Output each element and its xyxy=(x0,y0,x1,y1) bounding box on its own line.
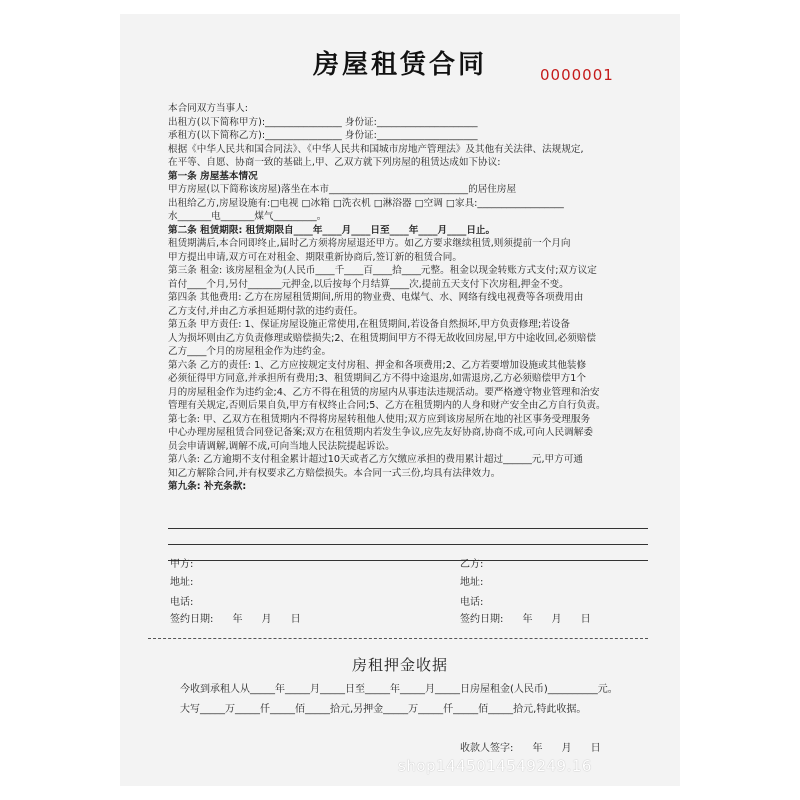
receipt-line: 大写_____万_____仟_____佰_____拾元,另押金_____万_____仟_____佰_____拾元,特此收据。 xyxy=(180,704,587,715)
party-a-label: 甲方: xyxy=(170,559,194,570)
contract-line: 根据《中华人民共和国合同法》、《中华人民共和国城市房地产管理法》及其他有关法律、法规规定, xyxy=(168,143,584,155)
contract-line: 中心办理房屋租赁合同登记备案;双方在租赁期内若发生争议,应先友好协商,协商不成,可向人民调解委 xyxy=(168,427,593,438)
contract-line: 水_______电_______煤气_________。 xyxy=(168,211,327,222)
date-b-label: 签约日期: 年 月 日 xyxy=(460,614,591,625)
phone-a-label: 电话: xyxy=(170,597,194,608)
tear-off-divider xyxy=(148,638,648,639)
supplement-blank-line xyxy=(168,544,648,545)
receipt-signer: 收款人签字: 年 月 日 xyxy=(460,743,601,754)
contract-line: 乙方支付,并由乙方承担延期付款的违约责任。 xyxy=(168,305,363,317)
contract-line: 首付____个月,另付_______元押金,以后按每个月结算____次,提前五天支付下次房租,押金不变。 xyxy=(168,278,569,290)
contract-line: 必须征得甲方同意,并承担所有费用;3、租赁期间乙方不得中途退房,如需退房,乙方必须赔偿甲方1个 xyxy=(168,373,586,384)
receipt-title: 房租押金收据 xyxy=(351,656,448,674)
serial-number: 0000001 xyxy=(540,66,614,84)
contract-line: 第四条 其他费用: 乙方在房屋租赁期间,所用的物业费、电煤气、水、网络有线电视费等各项费用由 xyxy=(168,292,584,303)
contract-line: 月的房屋租金作为违约金;4、乙方不得在租赁的房屋内从事违法违规活动。要严格遵守物业管理和治安 xyxy=(168,386,600,398)
contract-line: 第六条 乙方的责任: 1、乙方应按规定支付房租、押金和各项费用;2、乙方若要增加设施或其他装修 xyxy=(168,359,587,371)
supplement-blank-line xyxy=(168,560,648,561)
contract-line: 第五条 甲方责任: 1、保证房屋设施正常使用,在租赁期间,若设备自然损坏,甲方负责修理;若设备 xyxy=(168,319,570,330)
date-a-label: 签约日期: 年 月 日 xyxy=(170,614,301,625)
contract-line: 在平等、自愿、协商一致的基础上,甲、乙双方就下列房屋的租赁达成如下协议: xyxy=(168,157,501,168)
contract-sheet xyxy=(120,14,680,786)
contract-line: 人为损坏则由乙方负责修理或赔偿损失;2、在租赁期间甲方不得无故收回房屋,甲方中途收回,必须赔偿 xyxy=(168,332,596,344)
contract-line: 租赁期满后,本合同即终止,届时乙方须将房屋退还甲方。如乙方要求继续租赁,则须提前一个月向 xyxy=(168,238,571,249)
contract-line: 甲方房屋(以下简称该房屋)落坐在本市_____________________________的居住房屋 xyxy=(168,184,517,195)
contract-clause-heading: 第一条 房屋基本情况 xyxy=(168,170,258,182)
contract-body xyxy=(168,102,658,494)
contract-line: 出租方(以下简称甲方):________________ 身份证:_____________________ xyxy=(168,116,478,128)
contract-line: 管理有关规定,否则后果自负,甲方有权终止合同;5、乙方在租赁期内的人身和财产安全由乙方自行负责。 xyxy=(168,400,606,411)
contract-title: 房屋租赁合同 xyxy=(312,50,487,80)
contract-line: 本合同双方当事人: xyxy=(168,103,248,114)
contract-line: 甲方提出申请,双方可在对租金、期限重新协商后,签订新的租赁合同。 xyxy=(168,251,462,263)
address-a-label: 地址: xyxy=(170,577,194,588)
contract-line: 承租方(以下简称乙方):________________ 身份证:_____________________ xyxy=(168,130,478,141)
contract-clause-heading: 第二条 租赁期限: 租赁期限自____年____月____日至____年____月____日止。 xyxy=(168,224,496,236)
contract-line: 知乙方解除合同,并有权要求乙方赔偿损失。本合同一式三份,均具有法律效力。 xyxy=(168,467,501,479)
shop-watermark: shop144501454924​9.16 xyxy=(398,757,592,775)
contract-clause-heading: 第九条: 补充条款: xyxy=(168,481,247,492)
contract-line: 第三条 租金: 该房屋租金为(人民币____千____百____拾____元整。租金以现金转账方式支付;双方议定 xyxy=(168,265,597,276)
phone-b-label: 电话: xyxy=(460,597,484,608)
contract-line: 员会申请调解,调解不成,可向当地人民法院提起诉讼。 xyxy=(168,440,395,452)
contract-line: 第八条: 乙方逾期不支付租金累计超过10天或者乙方欠缴应承担的费用累计超过______元,甲方可通 xyxy=(168,454,583,465)
address-b-label: 地址: xyxy=(460,577,484,588)
party-b-label: 乙方: xyxy=(460,559,484,570)
contract-line: 第七条: 甲、乙双方在租赁期内不得将房屋转租他人使用;双方应到该房屋所在地的社区事务受理服务 xyxy=(168,413,591,425)
contract-line: 出租给乙方,房屋设施有:□电视 □冰箱 □洗衣机 □淋浴器 □空调 □家具:__________________ xyxy=(168,197,564,209)
contract-line: 乙方____个月的房屋租金作为违约金。 xyxy=(168,346,332,357)
receipt-line: 今收到承租人从_____年_____月_____日至_____年_____月_____日房屋租金(人民币)__________元。 xyxy=(180,684,618,695)
supplement-blank-line xyxy=(168,528,648,529)
